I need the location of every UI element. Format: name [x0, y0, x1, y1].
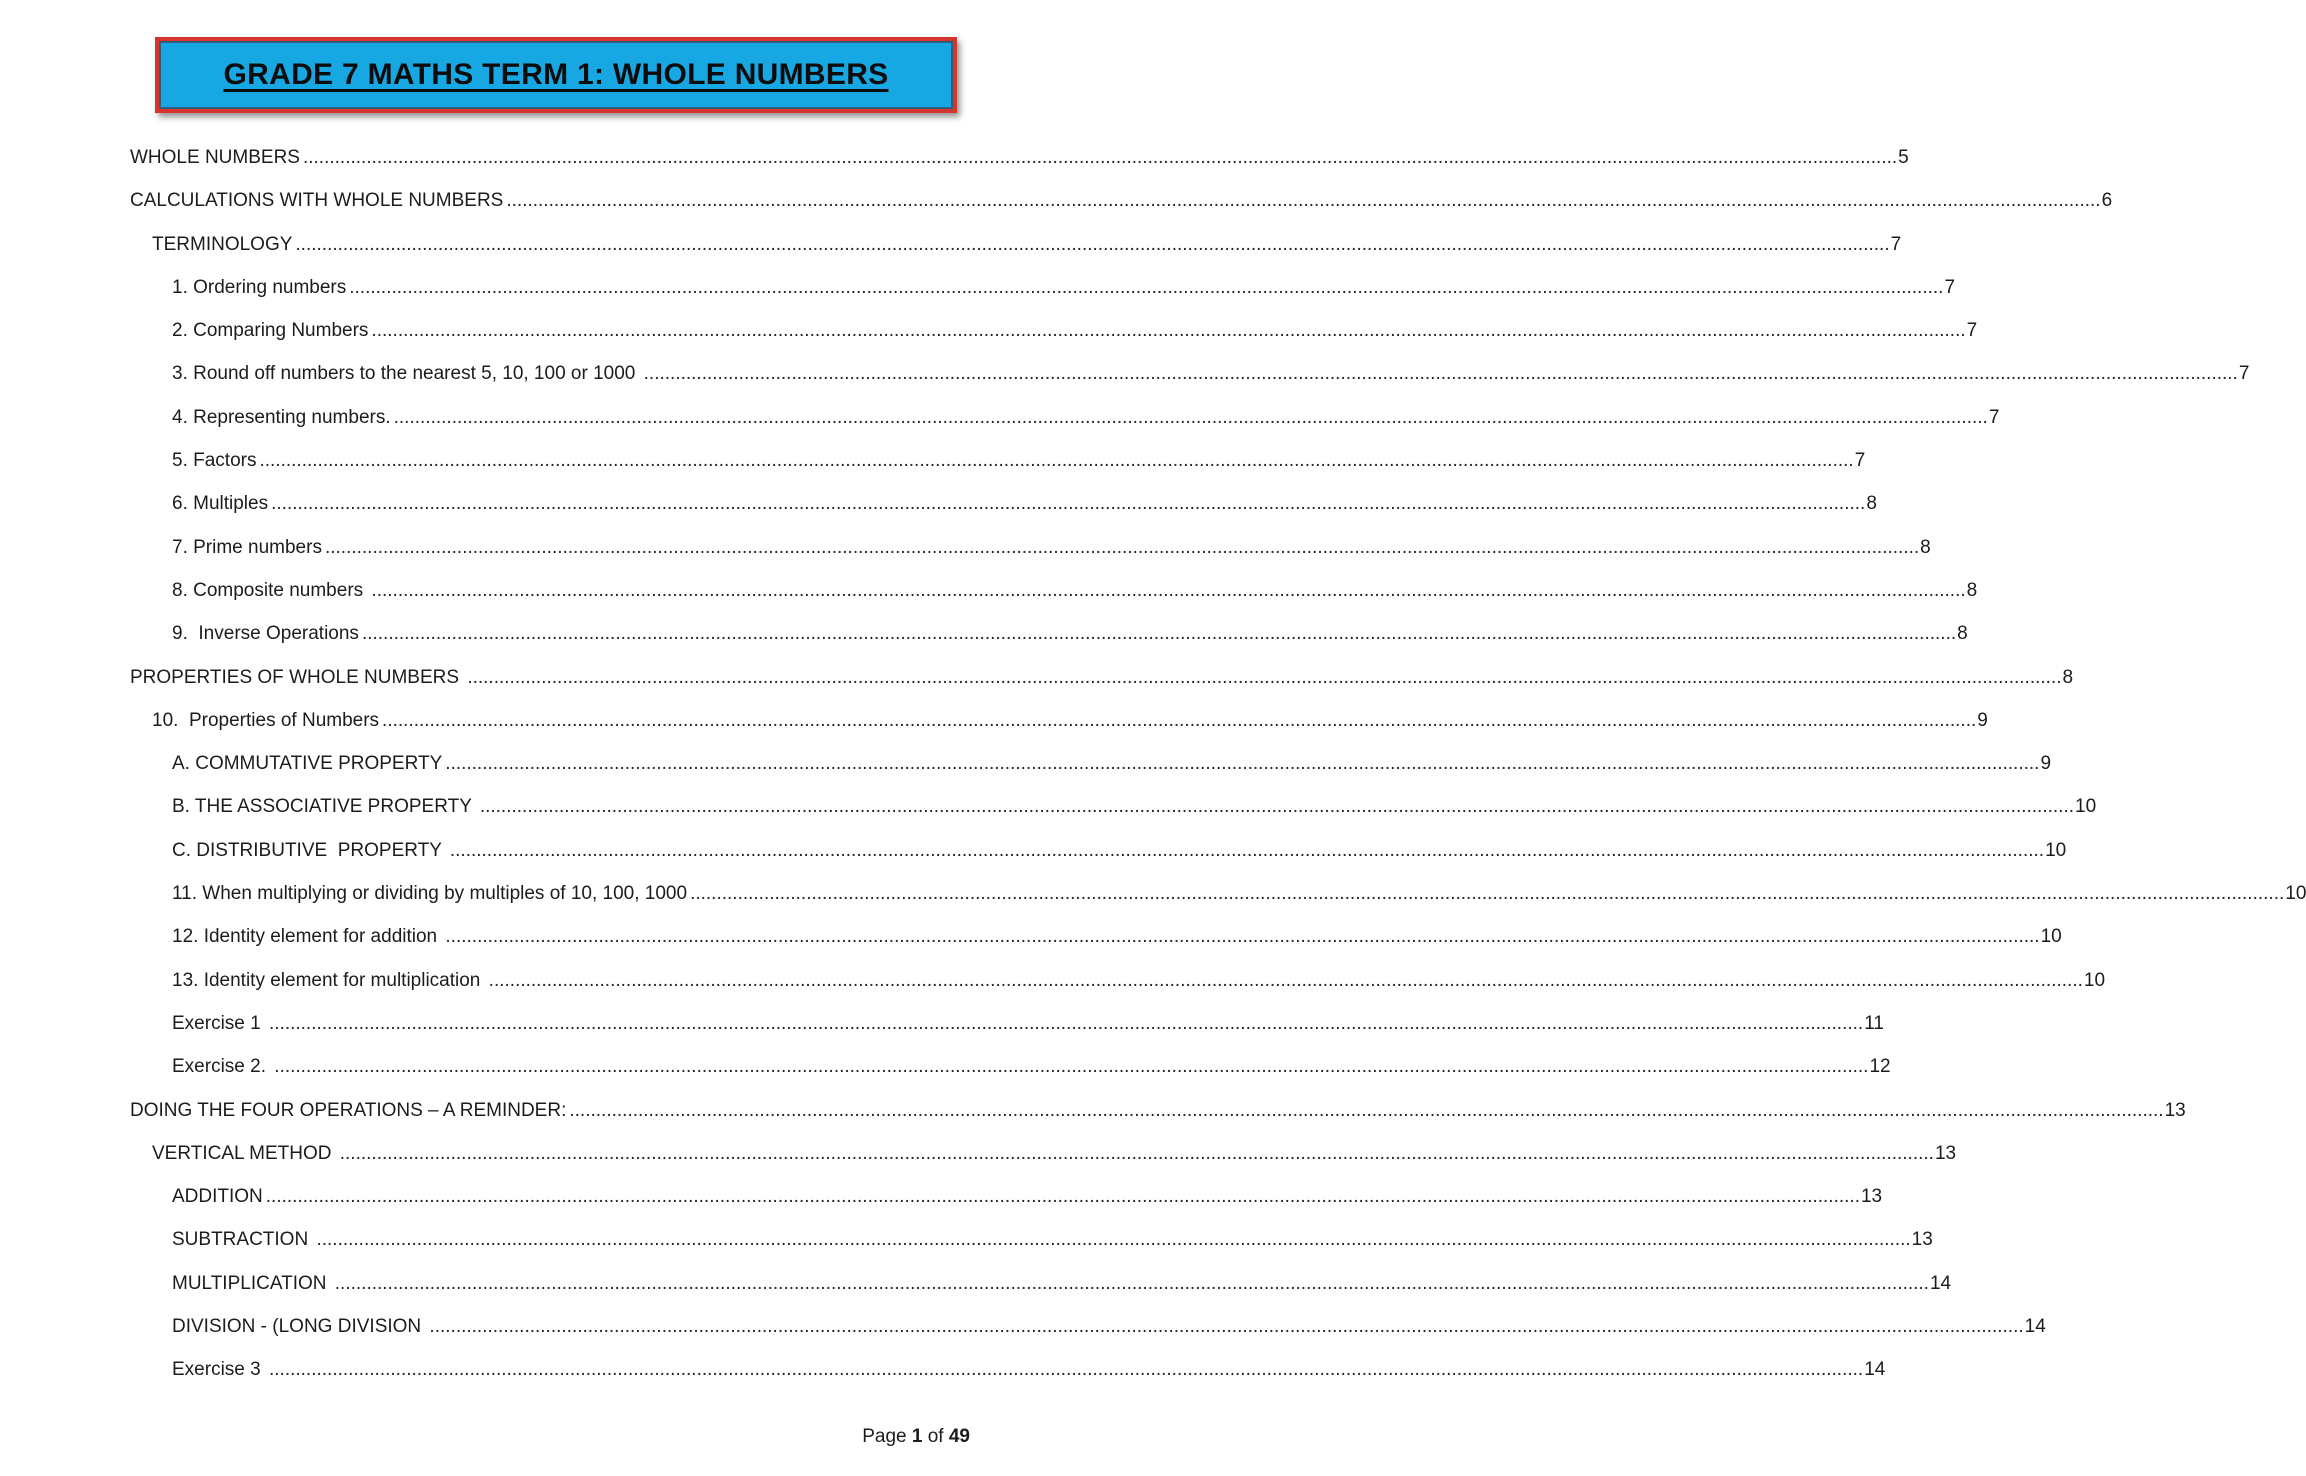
toc-entry-label: PROPERTIES OF WHOLE NUMBERS [130, 666, 465, 688]
toc-page-number: 14 [1864, 1359, 1886, 1381]
footer-current-page: 1 [911, 1426, 923, 1447]
toc-page-number: 14 [2024, 1316, 2046, 1338]
toc-entry[interactable] [130, 959, 2106, 1002]
toc-leader-dots [271, 482, 1865, 525]
toc-leader-dots [429, 1305, 2023, 1348]
toc-entry-label: SUBTRACTION [172, 1229, 314, 1251]
toc-leader-dots [371, 309, 1965, 352]
toc-entry[interactable] [130, 526, 1931, 569]
toc-page-number: 10 [2040, 926, 2062, 948]
title-banner [155, 37, 957, 113]
toc-entry-label: WHOLE NUMBERS [130, 147, 300, 168]
toc-entry[interactable] [130, 1262, 1952, 1305]
toc-page-number: 9 [1977, 709, 1988, 731]
toc-entry[interactable] [130, 179, 2113, 222]
toc-page-number: 8 [1920, 536, 1931, 558]
toc-entry[interactable] [130, 352, 2250, 395]
toc-entry[interactable] [130, 396, 2000, 439]
toc-entry-label: DOING THE FOUR OPERATIONS – A REMINDER: [130, 1099, 567, 1121]
toc-entry-label: VERTICAL METHOD [152, 1142, 337, 1164]
toc-leader-dots [335, 1262, 1929, 1305]
toc-entry-label: 9. Inverse Operations [172, 623, 359, 645]
toc-entry[interactable] [130, 829, 2067, 872]
toc-entry[interactable] [130, 656, 2074, 699]
toc-leader-dots [450, 829, 2044, 872]
toc-leader-dots [394, 396, 1988, 439]
toc-leader-dots [259, 439, 1853, 482]
toc-leader-dots [690, 872, 2284, 915]
toc-entry[interactable] [130, 1218, 1933, 1261]
toc-page-number: 7 [1988, 406, 2000, 428]
toc-leader-dots [269, 1348, 1863, 1391]
toc-page-number: 10 [2045, 839, 2067, 861]
toc-entry-label: 5. Factors [172, 450, 257, 472]
toc-entry[interactable] [130, 699, 1988, 742]
toc-page-number: 9 [2040, 753, 2052, 775]
toc-page-number: 13 [1934, 1142, 1957, 1164]
toc-page-number: 7 [1890, 233, 1902, 255]
toc-entry[interactable] [130, 1305, 2046, 1348]
toc-page-number: 10 [2075, 796, 2097, 818]
toc-entry[interactable] [130, 612, 1968, 655]
toc-entry-label: 8. Composite numbers [172, 579, 369, 601]
toc-entry[interactable] [130, 309, 1978, 352]
toc-leader-dots [467, 656, 2061, 699]
toc-entry-label: CALCULATIONS WITH WHOLE NUMBERS [130, 190, 504, 212]
toc-leader-dots [506, 179, 2100, 222]
toc-leader-dots [269, 1002, 1863, 1045]
toc-entry-label: 10. Properties of Numbers [152, 709, 380, 731]
toc-entry[interactable] [130, 439, 1866, 482]
toc-page-number: 13 [1911, 1229, 1933, 1251]
toc-leader-dots [480, 785, 2074, 828]
toc-entry[interactable] [130, 785, 2097, 828]
toc-entry[interactable] [130, 1348, 1886, 1391]
toc-page-number: 10 [2285, 883, 2306, 905]
toc-entry[interactable] [130, 266, 1956, 309]
toc-leader-dots [382, 699, 1976, 742]
page-footer [841, 1398, 970, 1476]
toc-entry[interactable] [130, 1045, 1891, 1088]
toc-leader-dots [349, 266, 1943, 309]
toc-entry[interactable] [130, 136, 1909, 179]
toc-leader-dots [303, 136, 1897, 179]
toc-leader-dots [316, 1218, 1910, 1261]
toc-entry-label: MULTIPLICATION [172, 1272, 332, 1294]
footer-of-label: of [922, 1426, 949, 1447]
table-of-contents [130, 136, 2306, 1392]
toc-entry[interactable] [130, 872, 2306, 915]
toc-entry-label: C. DISTRIBUTIVE PROPERTY [172, 839, 447, 861]
toc-leader-dots [445, 742, 2039, 785]
toc-page-number: 8 [1966, 579, 1978, 601]
toc-entry-label: 6. Multiples [172, 493, 269, 515]
toc-entry-label: ADDITION [172, 1186, 263, 1208]
toc-entry[interactable] [130, 915, 2062, 958]
toc-page-number: 13 [2164, 1099, 2186, 1121]
toc-entry-label: 1. Ordering numbers [172, 276, 347, 298]
toc-leader-dots [644, 352, 2238, 395]
toc-leader-dots [445, 915, 2039, 958]
toc-entry[interactable] [130, 569, 1978, 612]
toc-page-number: 10 [2083, 969, 2106, 991]
toc-leader-dots [340, 1132, 1934, 1175]
toc-page-number: 8 [2062, 666, 2074, 688]
toc-page-number: 8 [1866, 493, 1877, 515]
toc-entry-label: 4. Representing numbers. [172, 406, 391, 428]
toc-entry-label: 13. Identity element for multiplication [172, 969, 486, 991]
toc-entry[interactable] [130, 482, 1877, 525]
toc-leader-dots [569, 1089, 2163, 1132]
toc-entry-label: 7. Prime numbers [172, 536, 322, 558]
toc-entry-label: Exercise 3 [172, 1359, 266, 1381]
toc-leader-dots [362, 612, 1956, 655]
toc-page-number: 7 [2238, 363, 2250, 385]
toc-page-number: 6 [2101, 190, 2113, 212]
toc-entry[interactable] [130, 1175, 1883, 1218]
toc-page-number: 12 [1869, 1056, 1891, 1078]
toc-entry[interactable] [130, 223, 1902, 266]
footer-page-label: Page [862, 1426, 912, 1447]
toc-entry-label: 11. When multiplying or dividing by multiples of 10, 100, 1000 [172, 883, 688, 905]
toc-page-number: 7 [1944, 276, 1956, 298]
toc-page-number: 11 [1864, 1012, 1884, 1034]
toc-entry-label: Exercise 2. [172, 1056, 272, 1078]
toc-entry[interactable] [130, 1089, 2186, 1132]
toc-leader-dots [325, 526, 1919, 569]
toc-entry-label: A. COMMUTATIVE PROPERTY [172, 753, 443, 775]
toc-entry[interactable] [130, 1132, 1957, 1175]
toc-entry-label: 3. Round off numbers to the nearest 5, 10, 100 or 1000 [172, 363, 641, 385]
footer-total-pages: 49 [948, 1426, 970, 1447]
toc-page-number: 7 [1966, 320, 1978, 342]
toc-entry-label: B. THE ASSOCIATIVE PROPERTY [172, 796, 477, 818]
document-title: GRADE 7 MATHS TERM 1: WHOLE NUMBERS [223, 58, 889, 91]
toc-leader-dots [266, 1175, 1860, 1218]
toc-page-number: 5 [1898, 147, 1909, 168]
toc-page-number: 8 [1957, 623, 1968, 645]
toc-entry[interactable] [130, 1002, 1884, 1045]
toc-entry-label: 2. Comparing Numbers [172, 320, 369, 342]
toc-leader-dots [371, 569, 1965, 612]
toc-leader-dots [274, 1045, 1868, 1088]
toc-page-number: 14 [1929, 1272, 1952, 1294]
toc-leader-dots [295, 223, 1889, 266]
toc-page-number: 7 [1854, 450, 1866, 472]
toc-page-number: 13 [1860, 1186, 1883, 1208]
toc-entry-label: Exercise 1 [172, 1012, 266, 1034]
toc-leader-dots [489, 959, 2083, 1002]
toc-entry-label: DIVISION - (LONG DIVISION [172, 1316, 427, 1338]
toc-entry-label: TERMINOLOGY [152, 233, 293, 255]
toc-entry-label: 12. Identity element for addition [172, 926, 443, 948]
toc-entry[interactable] [130, 742, 2052, 785]
